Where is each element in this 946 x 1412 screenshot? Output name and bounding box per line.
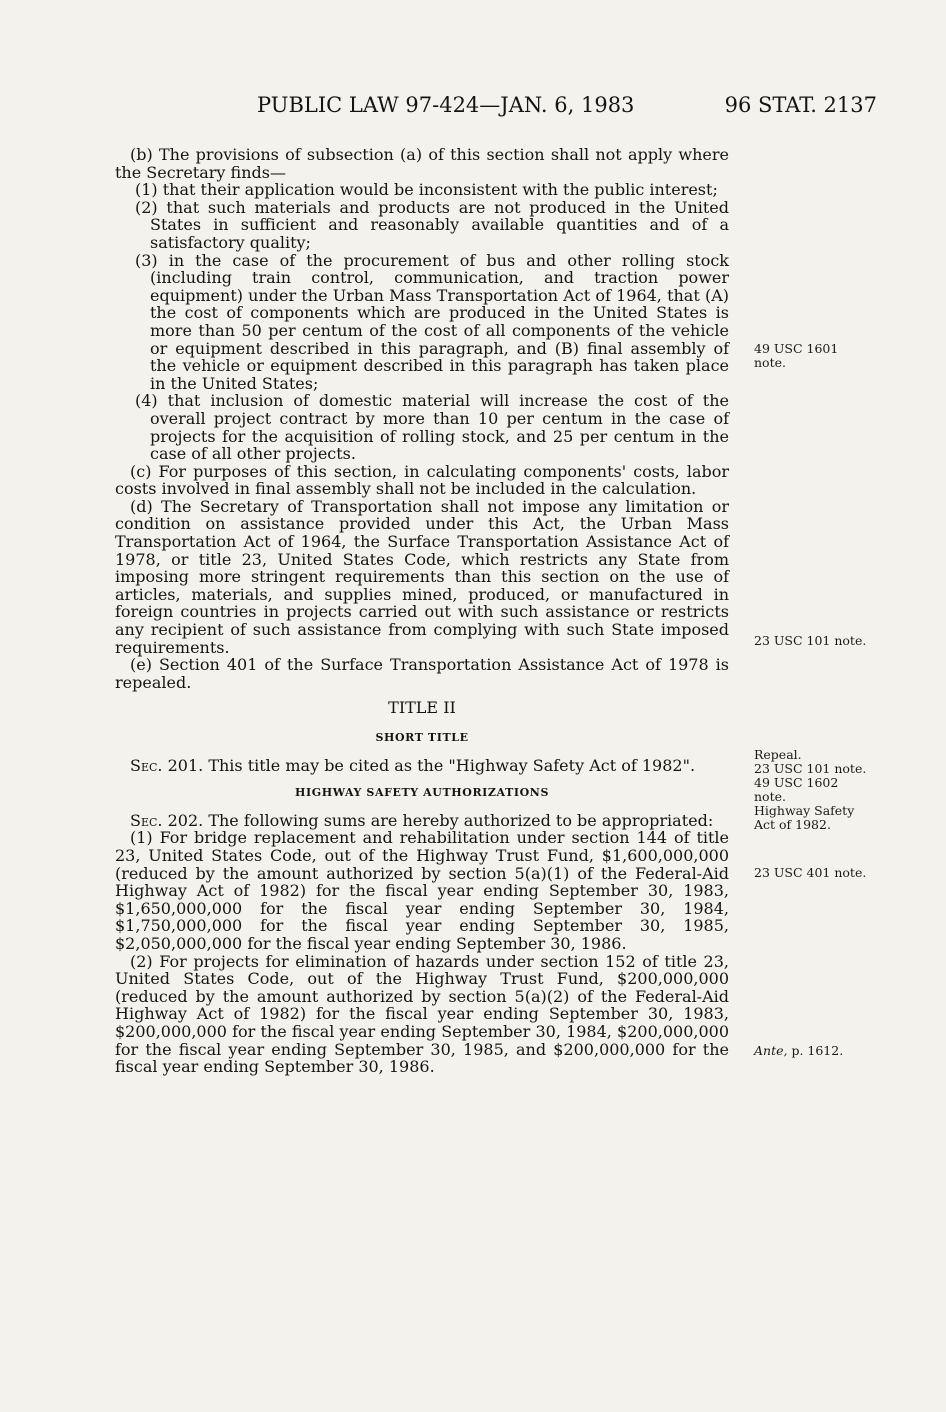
section-201 <box>115 757 729 775</box>
margin-note-line: note. <box>754 789 786 804</box>
margin-note-23-usc-101 <box>754 634 884 648</box>
section-202-label: Sec. 202. <box>130 810 204 830</box>
margin-note-line: Act of 1982. <box>754 817 831 832</box>
paragraph-b3: (3) in the case of the procurement of bus and other rolling stock (including train control, communication, and traction power equipment) under the Urban Mass Transportation Act of 1964, that (A) the cost of components which are produced in the United States is more than 50 per centum of the cost of all components of the vehicle or equipment described in this paragraph, and (B) final assembly of the vehicle or equipment described in this paragraph has taken place in the United States; <box>135 250 729 393</box>
margin-note-line: 23 USC 401 note. <box>754 865 867 880</box>
section-202-paragraph-1: (1) For bridge replacement and rehabilitation under section 144 of title 23, United States Code, out of the Highway Trust Fund, $1,600,000,000 (reduced by the amount authorized by section 5(a)(1) of the Federal-Aid Highway Act of 1982) for the fiscal year ending September 30, 1983, $1,650,000,000 for the fiscal year ending September 30, 1984, $1,750,000,000 for the fiscal year ending September 30, 1985, $2,050,000,000 for the fiscal year ending September 30, 1986. <box>115 828 729 953</box>
margin-note-ante-italic: Ante, <box>754 1043 788 1058</box>
margin-note-repeal <box>754 748 884 832</box>
margin-note-line: 49 USC 1602 <box>754 775 839 790</box>
title-ii-heading: TITLE II <box>388 698 456 718</box>
margin-note-line: 23 USC 101 note. <box>754 633 867 648</box>
highway-safety-authorizations-caption: HIGHWAY SAFETY AUTHORIZATIONS <box>294 786 550 800</box>
margin-note-23-usc-401 <box>754 866 884 880</box>
paragraph-b-intro: (b) The provisions of subsection (a) of this section shall not apply where the Secretary finds— <box>115 145 729 182</box>
section-202-paragraph-2: (2) For projects for elimination of hazards under section 152 of title 23, United States Code, out of the Highway Trust Fund, $200,000,000 (reduced by the amount authorized by section 5(a)(2) of the Federal-Aid Highway Act of 1982) for the fiscal year ending September 30, 1983, $200,000,000 for the fiscal year ending September 30, 1984, $200,000,000 for the fiscal year ending September 30, 1985, and $200,000,000 for the fiscal year ending September 30, 1986. <box>115 951 729 1077</box>
paragraph-d: (d) The Secretary of Transportation shall not impose any limitation or condition on assistance provided under this Act, the Urban Mass Transportation Act of 1964, the Surface Transportation Assistance Act of 1978, or title 23, United States Code, which restricts any State from imposing more stringent requirements than this section on the use of articles, materials, and supplies mined, produced, or manufactured in foreign countries in projects carried out with such assistance or restricts any recipient of such assistance from complying with such State imposed requirements. <box>115 496 729 657</box>
paragraph-b1: (1) that their application would be inconsistent with the public interest; <box>135 180 718 200</box>
margin-note-line: Highway Safety <box>754 803 855 818</box>
short-title-caption: SHORT TITLE <box>375 731 469 744</box>
page-header <box>115 93 881 123</box>
margin-note-ante-page: p. 1612. <box>787 1043 844 1058</box>
section-202 <box>115 812 729 830</box>
section-201-label: Sec. 201. <box>130 755 204 775</box>
paragraph-b4: (4) that inclusion of domestic material will increase the cost of the overall project contract by more than 10 per centum in the case of projects for the acquisition of rolling stock, and 25 per centum in the case of all other projects. <box>135 391 729 464</box>
paragraph-c: (c) For purposes of this section, in calculating components' costs, labor costs involved in final assembly shall not be included in the calculation. <box>115 461 729 499</box>
header-stat-citation: 96 STAT. 2137 <box>724 93 877 117</box>
section-202-text: The following sums are hereby authorized to be appropriated: <box>208 810 714 830</box>
margin-note-line <box>754 1044 884 1058</box>
body-text <box>115 146 729 1076</box>
margin-note-ante <box>754 1044 884 1058</box>
margin-note-line: 49 USC 1601 <box>754 341 839 356</box>
margin-note-line: 23 USC 101 note. <box>754 761 867 776</box>
margin-note-line: note. <box>754 355 786 370</box>
section-201-text: This title may be cited as the "Highway Safety Act of 1982". <box>208 755 696 775</box>
paragraph-b2: (2) that such materials and products are not produced in the United States in sufficient and reasonably available quantities and of a satisfactory quality; <box>135 197 729 252</box>
header-title: PUBLIC LAW 97-424—JAN. 6, 1983 <box>257 93 635 117</box>
paragraph-e: (e) Section 401 of the Surface Transportation Assistance Act of 1978 is repealed. <box>115 655 729 692</box>
margin-note-line: Repeal. <box>754 747 802 762</box>
margin-note-49-usc-1601 <box>754 342 884 370</box>
